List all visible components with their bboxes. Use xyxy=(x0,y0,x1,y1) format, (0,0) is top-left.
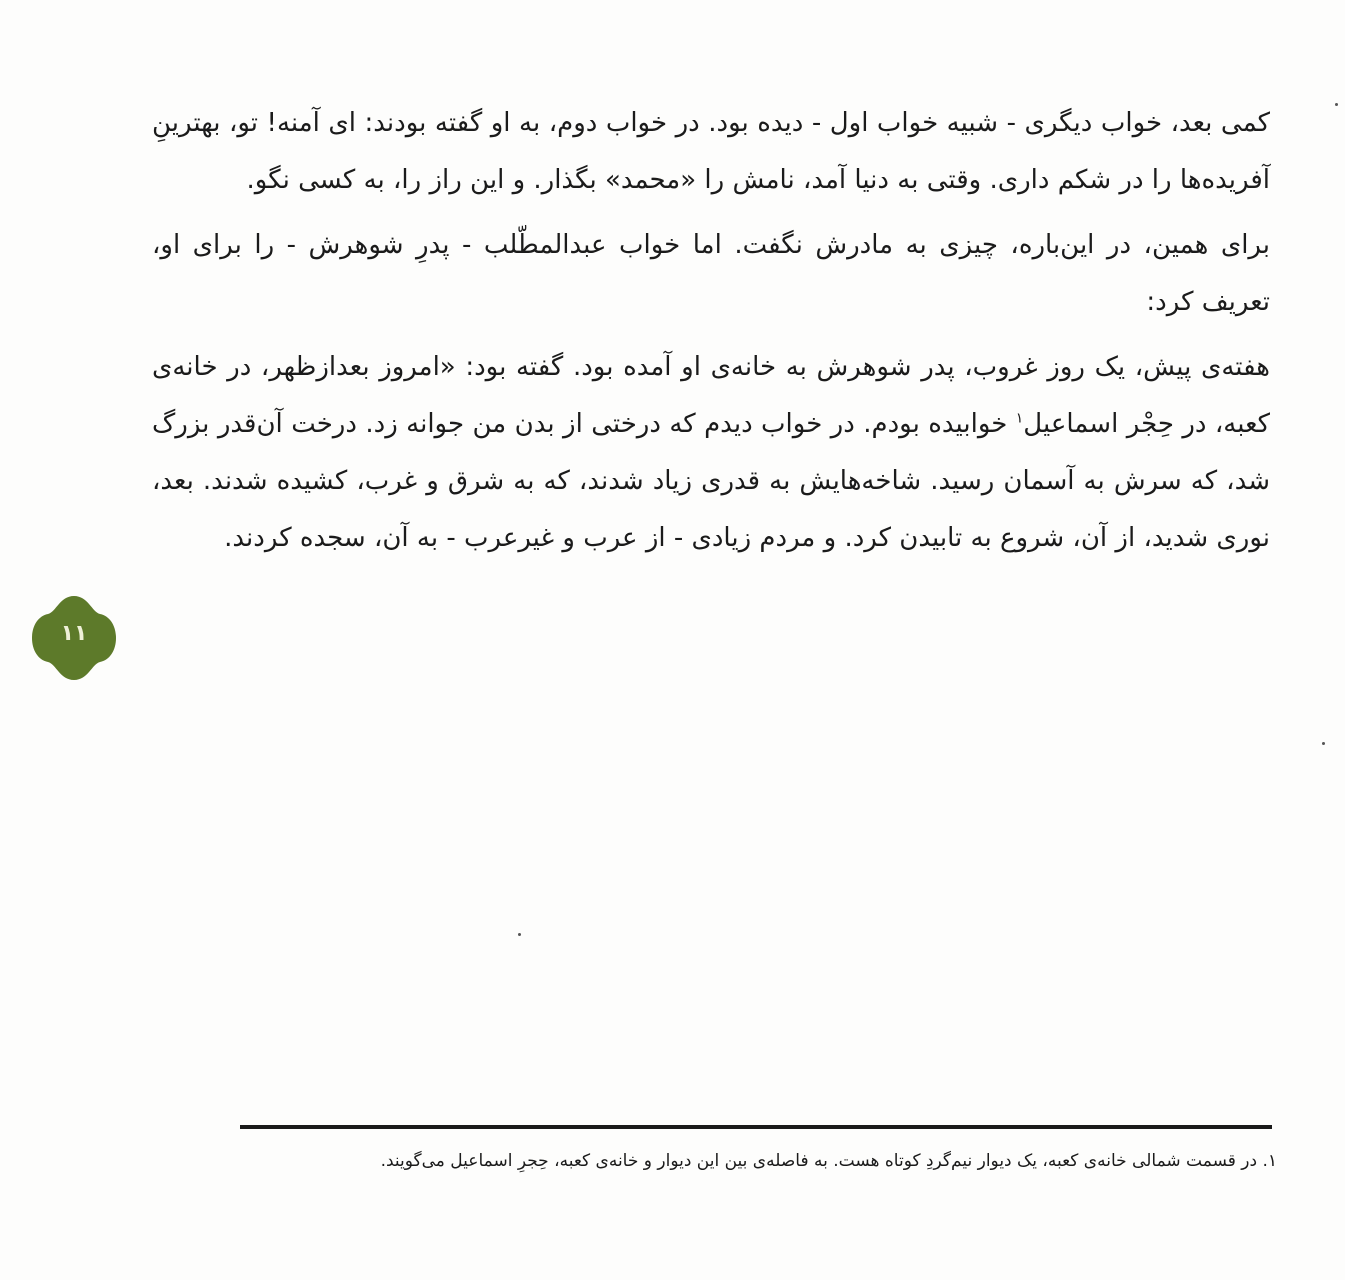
paragraph-1: کمی بعد، خواب دیگری - شبیه خواب اول - دیده بود. در خواب دوم، به او گفته بودند: ای آمنه! تو، بهترینِ آفریده‌ها را در شکم داری. وقتی به دنیا آمد، نامش را «محمد» بگذار. و این راز را، به کسی نگو. xyxy=(152,108,1270,195)
page-number-badge xyxy=(28,592,120,684)
scan-speck xyxy=(1322,742,1325,745)
footnote: ۱. در قسمت شمالی خانه‌ی کعبه، یک دیوار نیم‌گردِ کوتاه هست. به فاصله‌ی بین این دیوار و خانه‌ی کعبه، حِجرِ اسماعیل می‌گویند. xyxy=(380,1151,1277,1171)
paragraph-3 xyxy=(152,339,1270,567)
paragraph-3-part-1: هفته‌ی پیش، یک روز غروب، پدر شوهرش به خانه‌ی او آمده بود. گفته بود: «امروز بعدازظهر، در خانه‌ی کعبه، در حِجْر اسماعیل xyxy=(152,352,1270,439)
main-text xyxy=(152,95,1270,575)
scan-speck xyxy=(1335,103,1338,106)
paragraph-3-part-2: خوابیده بودم. در خواب دیدم که درختی از بدن من جوانه زد. درخت آن‌قدر بزرگ شد، که سرش به آسمان رسید. شاخه‌هایش به قدری زیاد شدند، که به شرق و غرب، کشیده شدند. بعد، نوری شدید، از آن، شروع به تابیدن کرد. و مردم زیادی - از عرب و غیرعرب - به آن، سجده کردند. xyxy=(152,409,1270,553)
page-number: ۱۱ xyxy=(60,621,88,646)
footnote-reference-mark: ۱ xyxy=(1015,410,1024,427)
paragraph-2: برای همین، در این‌باره، چیزی به مادرش نگفت. اما خواب عبدالمطّلب - پدرِ شوهرش - را برای او، تعریف کرد: xyxy=(152,230,1270,317)
scan-speck xyxy=(518,933,521,936)
footnote-separator xyxy=(240,1125,1272,1129)
